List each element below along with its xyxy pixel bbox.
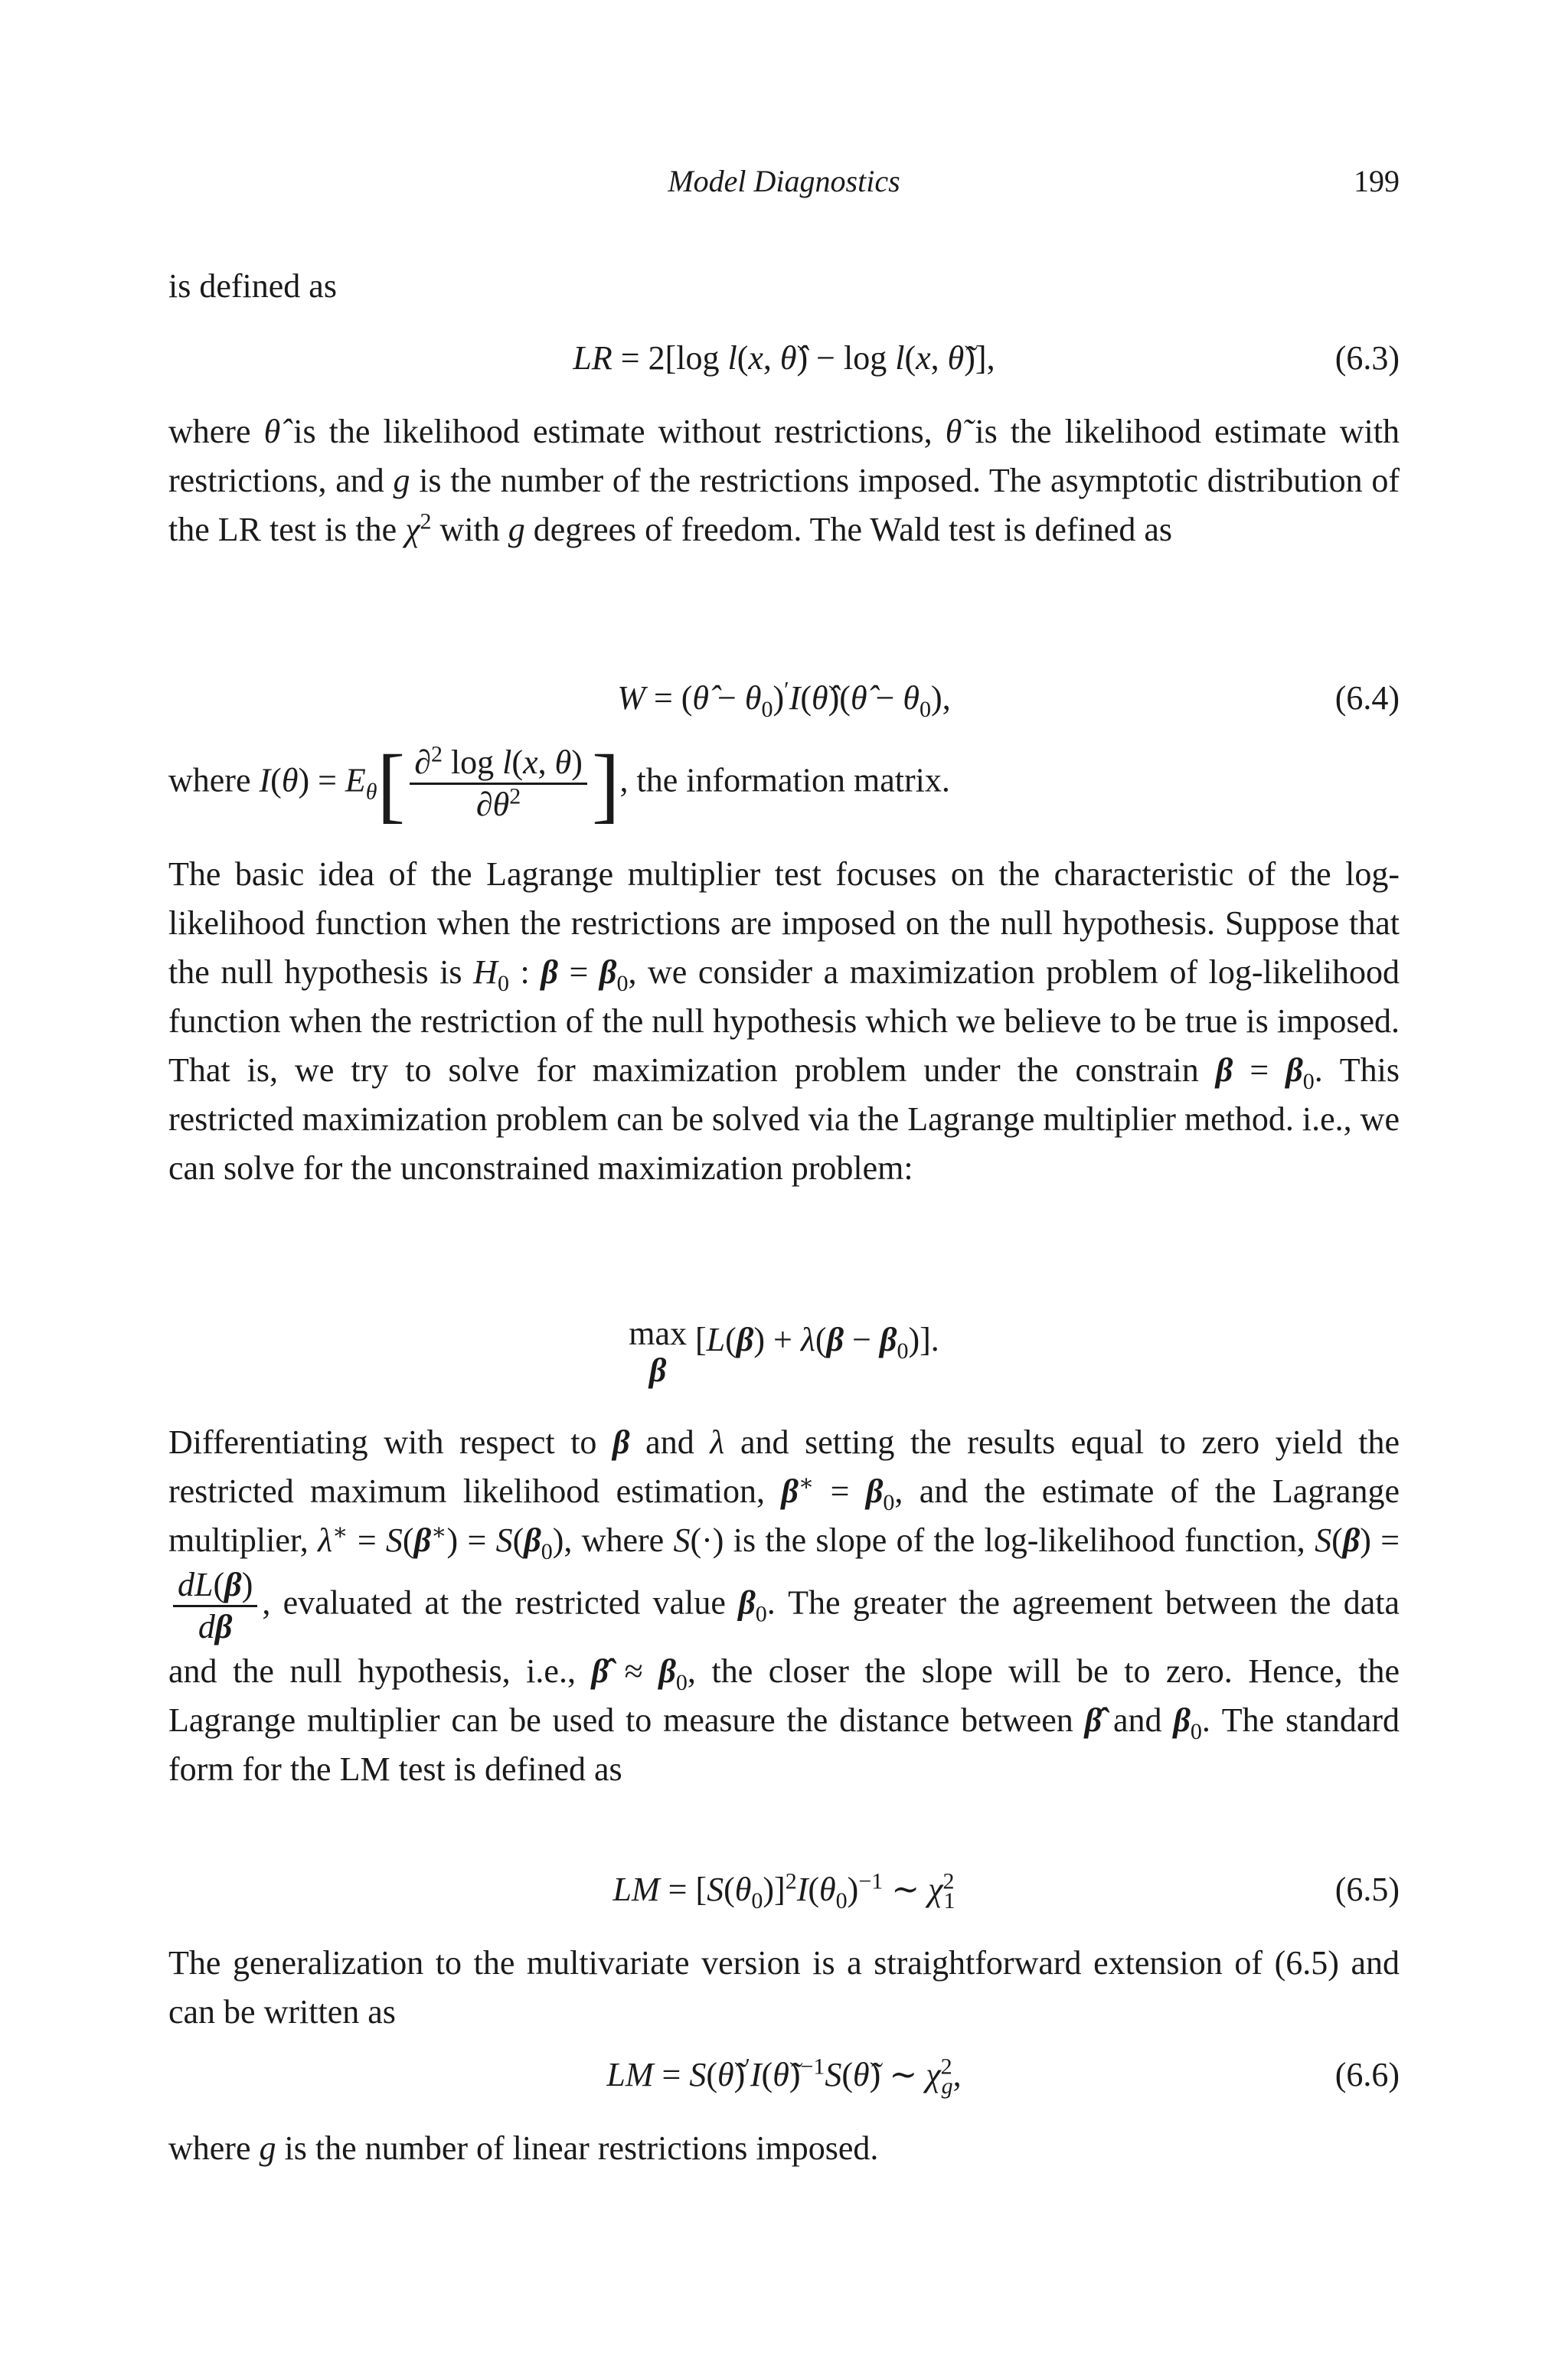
equation-maximization [168, 1315, 1400, 1392]
equation-6-5-body: LM = $[S(\theta_0)]^2I(\theta_0)^{-1}$ ∼ $\chi^2_1$ [612, 1868, 956, 1913]
paragraph-intro-text: is defined as [168, 267, 337, 305]
equation-6-6 [168, 2051, 1400, 2112]
slope-fraction: $\frac{dL(\beta)}{d\beta}$ [173, 1565, 257, 1647]
page-number: 199 [1354, 164, 1400, 198]
equation-6-6-lhs: LM [606, 2056, 654, 2093]
paragraph-differentiation: Differentiating with respect to β and λ and setting the results equal to zero yield the restricted maximum likelihood estimation, $\beta^∗ = \beta_0$, and the estimate of the Lagrange multiplier, $\lambda^∗ = S(\beta^∗) = S(\beta_0)$, where S(·) is the slope of the log-likelihood function, S(β) = $\frac{dL(\beta)}{d\beta}$ , evaluated at the restricted value $\beta_0$. The greater the agreement between the data and the null hypothesis, i.e., β̂ ≈ $\beta_0$, the closer the slope will be to zero. Hence, the Lagrange multiplier can be used to measure the distance between β̂ and $\beta_0$. The standard form for the LM test is defined as [168, 1423, 1400, 1788]
information-matrix-definition: where $I(\theta) = E_\theta$[ $\frac{\partial^2 \log l(x, \theta)}{\partial\theta^2}$ ], the information matrix. [168, 737, 950, 831]
equation-6-5 [168, 1865, 1400, 1926]
running-header-title: Model Diagnostics [668, 164, 900, 198]
equation-6-4-body: W = (θ̂ − $\theta_0)'I(\thetâ)(\thetâ - \theta_0)$, [617, 677, 951, 722]
equation-6-5-lhs: LM [612, 1871, 660, 1908]
equation-6-3 [168, 334, 1400, 395]
paragraph-lagrange-idea: The basic idea of the Lagrange multiplier test focuses on the characteristic of the log-likelihood function when the restrictions are imposed on the null hypothesis. Suppose that the null hypothesis is $H_0$ : $\beta = \beta_0$, we consider a maximization problem of log-likelihood function when the restriction of the null hypothesis which we believe to be true is imposed. That is, we try to solve for maximization problem under the constrain $\beta = \beta_0$. This restricted maximization problem can be solved via the Lagrange multiplier method. i.e., we can solve for the unconstrained maximization problem: [168, 855, 1400, 1187]
paragraph-closing: where g is the number of linear restrictions imposed. [168, 2129, 879, 2167]
paragraph-intro [168, 262, 1400, 311]
equation-6-3-lhs: LR [573, 339, 612, 377]
equation-6-4 [168, 674, 1400, 735]
equation-6-6-number: (6.6) [1334, 2056, 1400, 2093]
equation-6-3-number: (6.3) [1334, 339, 1400, 377]
paragraph-lr-definition: where θ̂ is the likelihood estimate without restrictions, θ̃ is the likelihood estimate with restrictions, and g is the number of the restrictions imposed. The asymptotic distribution of the LR test is the $\chi^2$ with g degrees of freedom. The Wald test is defined as [168, 413, 1400, 548]
equation-6-4-lhs: W [617, 679, 645, 717]
equation-6-4-number: (6.4) [1334, 679, 1400, 717]
information-fraction: $\frac{\partial^2 \log l(x, \theta)}{\partial\theta^2}$ [410, 743, 587, 825]
paragraph-multivariate: The generalization to the multivariate version is a straightforward extension of (6.5) and can be written as [168, 1944, 1400, 2031]
equation-maximization-body: max β $[L(\beta) + \lambda(\beta - \beta_0)]$. [629, 1315, 939, 1389]
equation-6-3-body: LR = 2[log l(x, θ̂) − log l(x, θ̃)], [573, 339, 995, 377]
equation-6-6-body: LM = S(θ̃)′I(θ̃)$^{-1}$S(θ̃) ∼ $\chi^2_g$, [606, 2054, 962, 2099]
equation-6-5-number: (6.5) [1334, 1871, 1400, 1908]
